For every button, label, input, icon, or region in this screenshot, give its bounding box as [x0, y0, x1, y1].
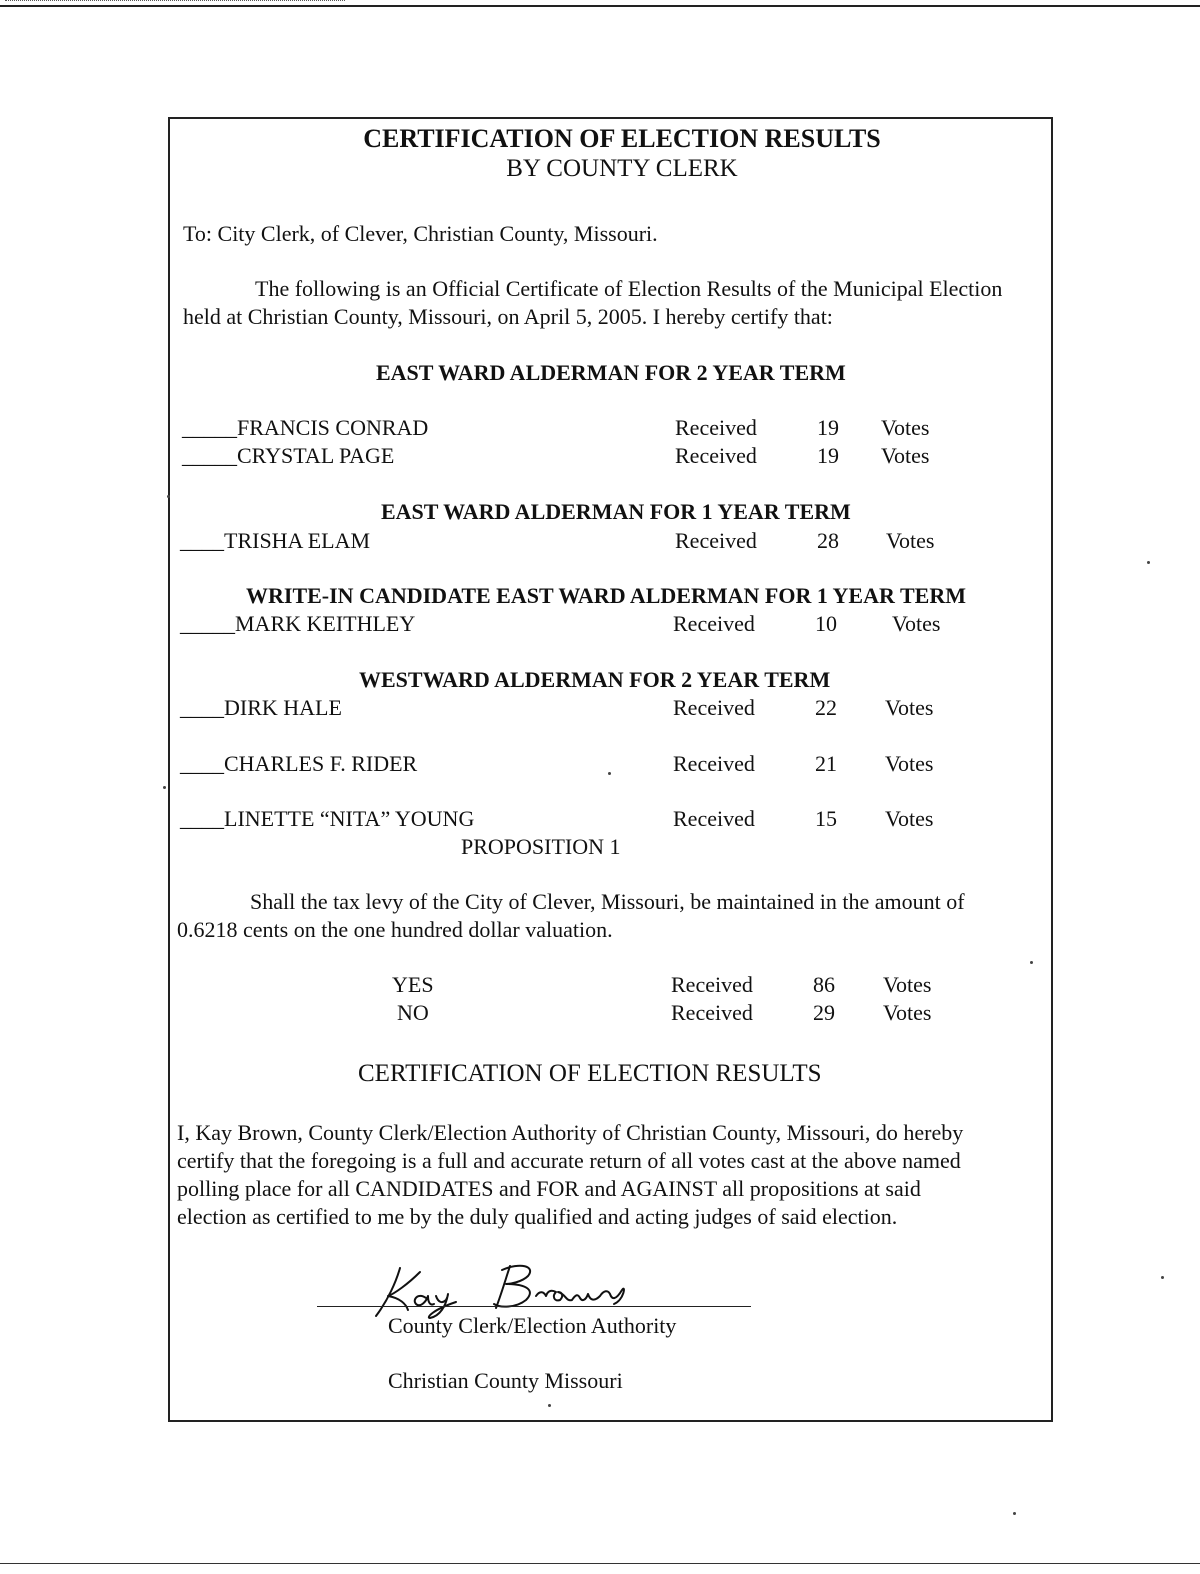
- votes-label: Votes: [885, 806, 934, 831]
- option-label: NO: [397, 1000, 429, 1025]
- signature-title: County Clerk/Election Authority: [388, 1313, 677, 1338]
- received-label: Received: [671, 972, 753, 997]
- candidate-name: ____CHARLES F. RIDER: [180, 751, 418, 776]
- race-heading: WRITE-IN CANDIDATE EAST WARD ALDERMAN FOR 1 YEAR TERM: [246, 583, 966, 608]
- votes-label: Votes: [885, 695, 934, 720]
- option-label: YES: [392, 972, 434, 997]
- signature-line: [317, 1306, 751, 1307]
- certification-heading: CERTIFICATION OF ELECTION RESULTS: [358, 1060, 822, 1087]
- document-subtitle: BY COUNTY CLERK: [506, 155, 738, 182]
- certification-line-3: polling place for all CANDIDATES and FOR and AGAINST all propositions at said: [177, 1176, 921, 1201]
- proposition-text-1: Shall the tax levy of the City of Clever, Missouri, be maintained in the amount of: [250, 889, 965, 914]
- vote-count: 19: [817, 443, 839, 468]
- signature-location: Christian County Missouri: [388, 1368, 623, 1393]
- scan-speck: [548, 1404, 551, 1407]
- vote-count: 21: [815, 751, 837, 776]
- address-line: To: City Clerk, of Clever, Christian County, Missouri.: [183, 221, 658, 246]
- certification-line-2: certify that the foregoing is a full and accurate return of all votes cast at the above named: [177, 1148, 961, 1173]
- received-label: Received: [673, 751, 755, 776]
- scan-artifact: [5, 0, 345, 4]
- votes-label: Votes: [881, 415, 930, 440]
- candidate-name: _____MARK KEITHLEY: [180, 611, 416, 636]
- scan-speck: [1030, 961, 1033, 964]
- proposition-text-2: 0.6218 cents on the one hundred dollar valuation.: [177, 917, 613, 942]
- vote-count: 22: [815, 695, 837, 720]
- votes-label: Votes: [881, 443, 930, 468]
- votes-label: Votes: [883, 972, 932, 997]
- scan-speck: [608, 772, 611, 775]
- received-label: Received: [675, 415, 757, 440]
- vote-count: 10: [815, 611, 837, 636]
- scan-speck: [1147, 561, 1150, 564]
- candidate-name: ____LINETTE “NITA” YOUNG: [180, 806, 475, 831]
- vote-count: 15: [815, 806, 837, 831]
- votes-label: Votes: [886, 528, 935, 553]
- candidate-name: _____CRYSTAL PAGE: [182, 443, 395, 468]
- scan-speck: [163, 786, 166, 789]
- handwritten-signature: [360, 1260, 640, 1320]
- votes-label: Votes: [885, 751, 934, 776]
- vote-count: 29: [813, 1000, 835, 1025]
- certification-line-4: election as certified to me by the duly qualified and acting judges of said election.: [177, 1204, 898, 1229]
- received-label: Received: [675, 528, 757, 553]
- received-label: Received: [673, 695, 755, 720]
- race-heading: EAST WARD ALDERMAN FOR 1 YEAR TERM: [381, 499, 851, 524]
- document-title: CERTIFICATION OF ELECTION RESULTS: [363, 124, 881, 153]
- candidate-name: _____FRANCIS CONRAD: [182, 415, 429, 440]
- received-label: Received: [673, 806, 755, 831]
- intro-line-1: The following is an Official Certificate of Election Results of the Municipal Election: [255, 276, 1003, 301]
- certification-line-1: I, Kay Brown, County Clerk/Election Authority of Christian County, Missouri, do hereby: [177, 1120, 964, 1145]
- proposition-heading: PROPOSITION 1: [461, 834, 621, 859]
- votes-label: Votes: [892, 611, 941, 636]
- scan-edge-bottom: [0, 1563, 1200, 1564]
- scan-speck: [1013, 1512, 1016, 1515]
- vote-count: 86: [813, 972, 835, 997]
- received-label: Received: [671, 1000, 753, 1025]
- received-label: Received: [673, 611, 755, 636]
- votes-label: Votes: [883, 1000, 932, 1025]
- race-heading: WESTWARD ALDERMAN FOR 2 YEAR TERM: [359, 667, 831, 692]
- received-label: Received: [675, 443, 757, 468]
- vote-count: 28: [817, 528, 839, 553]
- intro-line-2: held at Christian County, Missouri, on April 5, 2005. I hereby certify that:: [183, 304, 833, 329]
- candidate-name: ____DIRK HALE: [180, 695, 342, 720]
- scan-edge-top: [0, 5, 1200, 7]
- race-heading: EAST WARD ALDERMAN FOR 2 YEAR TERM: [376, 360, 846, 385]
- scan-speck: [167, 495, 170, 498]
- vote-count: 19: [817, 415, 839, 440]
- scan-speck: [1161, 1276, 1164, 1279]
- candidate-name: ____TRISHA ELAM: [180, 528, 371, 553]
